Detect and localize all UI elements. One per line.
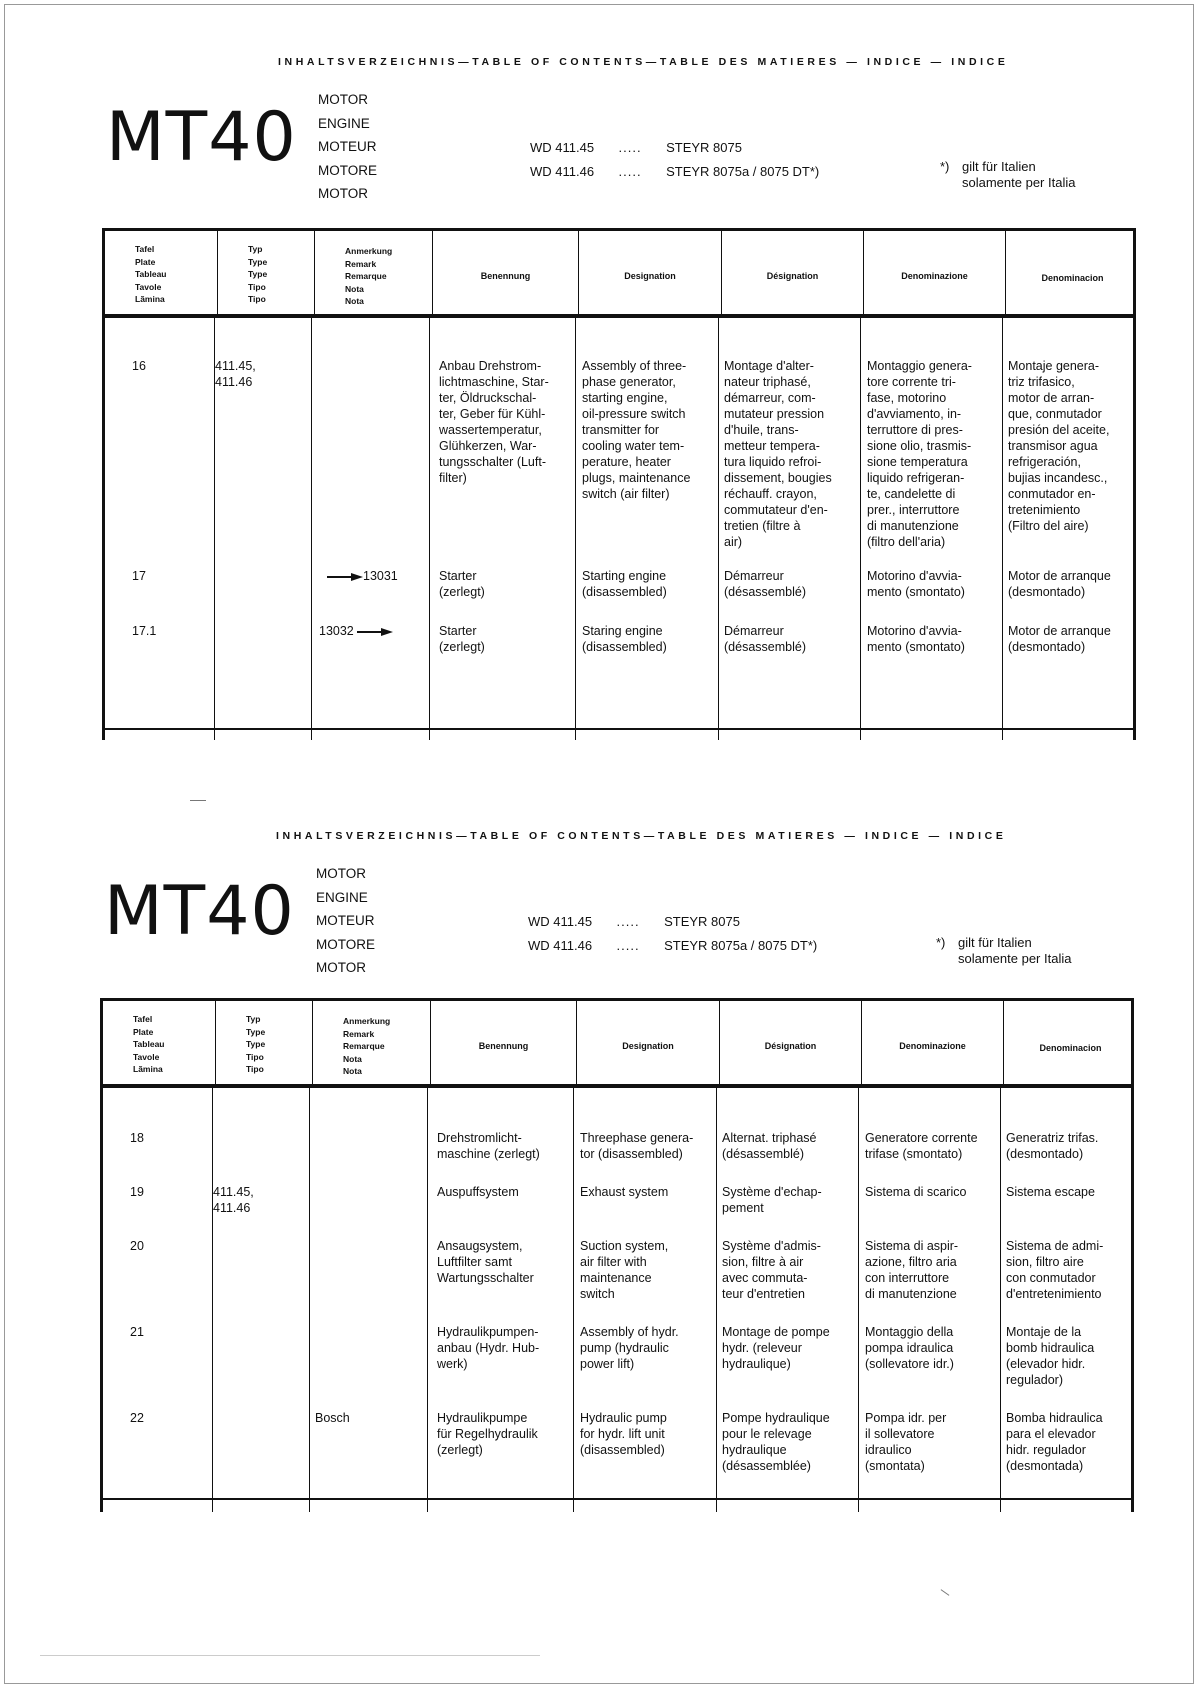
plate-cell: 18	[130, 1131, 144, 1145]
it-cell: Pompa idr. per il sollevatore idraulico (smontata)	[865, 1411, 947, 1473]
type-cell: 411.45, 411.46	[215, 359, 256, 389]
header-en: Designation	[578, 231, 721, 314]
de-cell: Hydraulikpumpen- anbau (Hydr. Hub- werk)	[437, 1325, 540, 1371]
note-line-1: gilt für Italien	[958, 935, 1032, 950]
es-cell: Sistema de admi- sion, filtro aire con conmutador d'entretenimiento	[1006, 1239, 1104, 1301]
variant-line	[528, 934, 817, 958]
language-label: MOTORE	[316, 936, 376, 952]
header-label: Tavole	[133, 1051, 160, 1062]
header-label: Tipo	[248, 294, 266, 304]
en-cell: Suction system, air filter with maintenance switch	[580, 1239, 669, 1301]
header-label: Tipo	[248, 281, 266, 292]
header-label: Typ	[248, 244, 263, 254]
variant-line	[528, 910, 817, 934]
it-cell: Motorino d'avvia- mento (smontato)	[867, 624, 965, 654]
fr-cell: Démarreur (désassemblé)	[724, 569, 806, 599]
type-cell: 411.45, 411.46	[213, 1185, 254, 1215]
table-header	[102, 228, 1136, 318]
de-cell: Anbau Drehstrom- lichtmaschine, Star- ter, Öldruckschal- ter, Geber für Kühl- wassertemperatur, Glühkerzen, War- tungsschalter (Luft- filter)	[439, 359, 549, 485]
header-label: Remarque	[343, 1041, 385, 1051]
italy-note	[940, 159, 1075, 191]
header-label: Nota	[343, 1066, 362, 1076]
language-label: MOTOR	[318, 92, 368, 107]
it-cell: Montaggio della pompa idraulica (sollevatore idr.)	[865, 1325, 954, 1371]
fr-cell: Système d'echap- pement	[722, 1185, 822, 1215]
de-cell: Auspuffsystem	[437, 1185, 519, 1199]
it-cell: Generatore corrente trifase (smontato)	[865, 1131, 978, 1161]
fr-cell: Montage d'alter- nateur triphasé, démarreur, com- mutateur pression d'huile, trans- metteur tempera- tura liquido refroi- dissement, bougies réchauff. crayon, commutateur d'en- tretien (filtre à air)	[724, 359, 832, 549]
remark-value: 13032	[319, 624, 354, 638]
table-body	[102, 318, 1136, 740]
plate-cell: 16	[132, 359, 146, 373]
en-cell: Assembly of three- phase generator, starting engine, oil-pressure switch transmitter for cooling water tem- perature, heater plugs, maintenance switch (air filter)	[582, 359, 691, 501]
header-es: Denominacion	[1003, 1001, 1137, 1084]
header-es: Denominacion	[1005, 231, 1139, 314]
header-label: Anmerkung	[343, 1016, 391, 1026]
it-cell: Montaggio genera- tore corrente tri- fase, motorino d'avviamento, in- terruttore di pres- sione olio, trasmis- sione temperatura liquido refrigeran- te, candelette di prer., interruttore di manutenzione (filtro dell'aria)	[867, 359, 972, 549]
es-cell: Bomba hidraulica para el elevador hidr. regulador (desmontada)	[1006, 1411, 1103, 1473]
note-line-2: solamente per Italia	[958, 951, 1072, 966]
header-label: Tafel	[133, 1014, 153, 1024]
remark-cell	[319, 623, 393, 639]
header-label: Tipo	[246, 1051, 264, 1062]
note-line-1: gilt für Italien	[962, 159, 1036, 174]
header-it: Denominazione	[863, 231, 1005, 314]
table-body	[100, 1088, 1134, 1512]
table-bottom-rule	[100, 1498, 1134, 1500]
plate-cell: 22	[130, 1411, 144, 1425]
es-cell: Motor de arranque (desmontado)	[1008, 569, 1111, 599]
variant-code: WD 411.46	[530, 163, 595, 179]
it-cell: Sistema di aspir- azione, filtro aria con interruttore di manutenzione	[865, 1239, 959, 1301]
header-label: Tipo	[246, 1064, 264, 1074]
language-label: ENGINE	[318, 115, 370, 131]
language-label: MOTOR	[316, 960, 366, 975]
variant-dots: .....	[618, 140, 642, 155]
de-cell: Ansaugsystem, Luftfilter samt Wartungsschalter	[437, 1239, 534, 1285]
remark-cell: Bosch	[315, 1411, 350, 1425]
header-label: Nota	[345, 296, 364, 306]
variant-name: STEYR 8075a / 8075 DT*)	[664, 937, 818, 953]
header-plate	[103, 1001, 215, 1084]
plate-cell: 17	[132, 569, 146, 583]
scan-mark	[40, 1655, 540, 1656]
italy-note	[936, 935, 1071, 967]
note-marker: *)	[940, 159, 950, 174]
variant-name: STEYR 8075a / 8075 DT*)	[666, 163, 820, 179]
en-cell: Threephase genera- tor (disassembled)	[580, 1131, 694, 1161]
language-label: MOTOR	[318, 186, 368, 201]
remark-value: 13031	[363, 569, 398, 583]
de-cell: Starter (zerlegt)	[439, 624, 485, 654]
variant-dots: .....	[618, 163, 642, 179]
plate-cell: 21	[130, 1325, 144, 1339]
de-cell: Starter (zerlegt)	[439, 569, 485, 599]
en-cell: Staring engine (disassembled)	[582, 624, 667, 654]
header-fr: Désignation	[719, 1001, 861, 1084]
note-marker: *)	[936, 935, 946, 950]
variant-code: WD 411.45	[528, 914, 593, 929]
header-label: Type	[246, 1026, 266, 1037]
es-cell: Montaje de la bomb hidraulica (elevador hidr. regulador)	[1006, 1325, 1095, 1387]
header-label: Lãmina	[135, 294, 165, 304]
en-cell: Exhaust system	[580, 1185, 669, 1199]
en-cell: Assembly of hydr. pump (hydraulic power lift)	[580, 1325, 679, 1371]
header-label: Tavole	[135, 281, 162, 292]
header-label: Plate	[133, 1026, 154, 1037]
header-remark	[314, 231, 432, 314]
variant-line	[530, 160, 819, 184]
header-remark	[312, 1001, 430, 1084]
remark-cell	[327, 568, 398, 584]
es-cell: Sistema escape	[1006, 1185, 1095, 1199]
es-cell: Generatriz trifas. (desmontado)	[1006, 1131, 1099, 1161]
header-label: Remark	[343, 1028, 375, 1039]
toc-title: INHALTSVERZEICHNIS—TABLE OF CONTENTS—TABLE DES MATIERES — INDICE — INDICE	[276, 830, 1007, 842]
language-label: MOTEUR	[318, 139, 377, 154]
variant-code: WD 411.46	[528, 937, 593, 953]
variant-list	[528, 910, 817, 957]
language-label: MOTOR	[316, 866, 366, 881]
it-cell: Sistema di scarico	[865, 1185, 967, 1199]
language-label: ENGINE	[316, 889, 368, 905]
model-name: MT40	[106, 98, 297, 177]
table-header	[100, 998, 1134, 1088]
header-plate	[105, 231, 217, 314]
plate-cell: 19	[130, 1185, 144, 1199]
language-label: MOTEUR	[316, 913, 375, 928]
de-cell: Hydraulikpumpe für Regelhydraulik (zerlegt)	[437, 1411, 538, 1457]
arrow-right-icon	[327, 573, 363, 581]
fr-cell: Pompe hydraulique pour le relevage hydraulique (désassemblée)	[722, 1411, 830, 1473]
en-cell: Hydraulic pump for hydr. lift unit (disassembled)	[580, 1411, 667, 1457]
header-it: Denominazione	[861, 1001, 1003, 1084]
header-label: Typ	[246, 1014, 261, 1024]
table-bottom-rule	[102, 728, 1136, 730]
de-cell: Drehstromlicht- maschine (zerlegt)	[437, 1131, 540, 1161]
header-fr: Désignation	[721, 231, 863, 314]
header-label: Anmerkung	[345, 246, 393, 256]
plate-cell: 20	[130, 1239, 144, 1253]
es-cell: Montaje genera- triz trifasico, motor de arran- que, conmutador presión del aceite, transmisor agua refrigeración, bujias incandesc., conmutador en- tretenimiento (Filtro del aire)	[1008, 359, 1110, 533]
language-label: MOTORE	[318, 162, 378, 178]
fr-cell: Démarreur (désassemblé)	[724, 624, 806, 654]
model-name: MT40	[104, 872, 295, 951]
en-cell: Starting engine (disassembled)	[582, 569, 667, 599]
header-label: Plate	[135, 256, 156, 267]
es-cell: Motor de arranque (desmontado)	[1008, 624, 1111, 654]
header-label: Type	[248, 269, 268, 279]
variant-name: STEYR 8075	[664, 914, 740, 929]
engine-language-list	[318, 88, 377, 206]
header-label: Tableau	[133, 1039, 165, 1049]
scan-mark	[190, 800, 206, 801]
header-label: Remark	[345, 258, 377, 269]
variant-code: WD 411.45	[530, 140, 595, 155]
arrow-right-icon	[357, 628, 393, 636]
note-line-2: solamente per Italia	[962, 175, 1076, 190]
header-label: Type	[248, 256, 268, 267]
header-de: Benennung	[430, 1001, 576, 1084]
engine-language-list	[316, 862, 375, 980]
variant-dots: .....	[616, 937, 640, 953]
variant-name: STEYR 8075	[666, 140, 742, 155]
header-label: Tableau	[135, 269, 167, 279]
header-label: Type	[246, 1039, 266, 1049]
it-cell: Motorino d'avvia- mento (smontato)	[867, 569, 965, 599]
header-label: Nota	[343, 1053, 362, 1064]
fr-cell: Alternat. triphasé (désassemblé)	[722, 1131, 817, 1161]
fr-cell: Système d'admis- sion, filtre à air avec commuta- teur d'entretien	[722, 1239, 821, 1301]
variant-list	[530, 136, 819, 183]
header-type	[217, 231, 314, 314]
toc-title: INHALTSVERZEICHNIS—TABLE OF CONTENTS—TABLE DES MATIERES — INDICE — INDICE	[278, 56, 1009, 68]
header-label: Tafel	[135, 244, 155, 254]
header-label: Lãmina	[133, 1064, 163, 1074]
variant-dots: .....	[616, 914, 640, 929]
header-label: Remarque	[345, 271, 387, 281]
header-en: Designation	[576, 1001, 719, 1084]
variant-line	[530, 136, 819, 160]
header-label: Nota	[345, 283, 364, 294]
header-type	[215, 1001, 312, 1084]
fr-cell: Montage de pompe hydr. (releveur hydraulique)	[722, 1325, 830, 1371]
header-de: Benennung	[432, 231, 578, 314]
plate-cell: 17.1	[132, 624, 157, 638]
